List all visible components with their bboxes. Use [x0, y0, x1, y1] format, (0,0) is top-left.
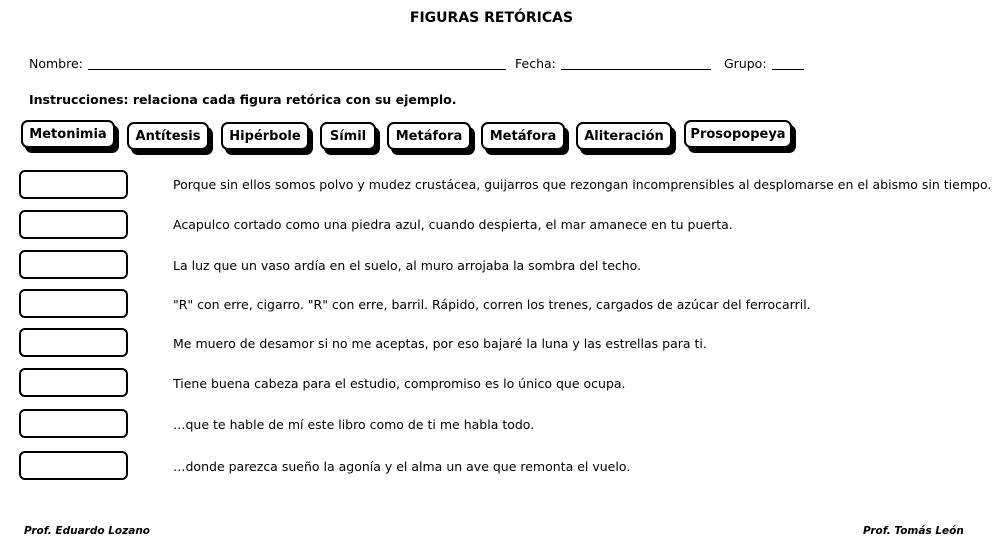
date-label: Fecha:: [515, 56, 556, 71]
example-sentence-3: La luz que un vaso ardía en el suelo, al muro arrojaba la sombra del techo.: [173, 258, 642, 273]
example-sentence-6: Tiene buena cabeza para el estudio, compromiso es lo único que ocupa.: [173, 376, 626, 391]
option-chip-antitesis[interactable]: Antítesis: [127, 122, 209, 150]
answer-drop-box-7[interactable]: [19, 409, 128, 438]
option-chip-metonimia[interactable]: Metonimia: [21, 120, 115, 148]
option-chip-metafora-1[interactable]: Metáfora: [387, 122, 471, 150]
name-field-line[interactable]: [88, 69, 506, 70]
example-sentence-2: Acapulco cortado como una piedra azul, cuando despierta, el mar amanece en tu puerta.: [173, 217, 733, 232]
example-sentence-8: …donde parezca sueño la agonía y el alma un ave que remonta el vuelo.: [173, 459, 631, 474]
option-chip-aliteracion[interactable]: Aliteración: [576, 122, 672, 150]
group-field-line[interactable]: [772, 69, 804, 70]
date-field-line[interactable]: [561, 69, 711, 70]
group-label: Grupo:: [724, 56, 767, 71]
answer-drop-box-5[interactable]: [19, 328, 128, 357]
answer-drop-box-6[interactable]: [19, 368, 128, 397]
name-label: Nombre:: [29, 56, 83, 71]
instructions: Instrucciones: relaciona cada figura retórica con su ejemplo.: [29, 92, 457, 107]
example-sentence-5: Me muero de desamor si no me aceptas, por eso bajaré la luna y las estrellas para ti.: [173, 336, 707, 351]
example-sentence-4: "R" con erre, cigarro. "R" con erre, barril. Rápido, corren los trenes, cargados de azúcar del ferrocarril.: [173, 297, 811, 312]
option-chip-prosopopeya[interactable]: Prosopopeya: [684, 120, 792, 148]
example-sentence-1: Porque sin ellos somos polvo y mudez crustácea, guijarros que rezongan incomprensibles al desplomarse en el abismo sin tiempo.: [173, 177, 992, 192]
option-chip-simil[interactable]: Símil: [320, 122, 376, 150]
footer-author-right: Prof. Tomás León: [863, 525, 964, 537]
answer-drop-box-3[interactable]: [19, 250, 128, 279]
page-title: FIGURAS RETÓRICAS: [409, 10, 574, 26]
answer-drop-box-8[interactable]: [19, 451, 128, 480]
answer-drop-box-2[interactable]: [19, 210, 128, 239]
footer-author-left: Prof. Eduardo Lozano: [24, 525, 151, 537]
option-chip-metafora-2[interactable]: Metáfora: [481, 122, 565, 150]
example-sentence-7: …que te hable de mí este libro como de ti me habla todo.: [173, 417, 535, 432]
answer-drop-box-1[interactable]: [19, 170, 128, 199]
answer-drop-box-4[interactable]: [19, 289, 128, 318]
option-chip-hiperbole[interactable]: Hipérbole: [221, 122, 309, 150]
